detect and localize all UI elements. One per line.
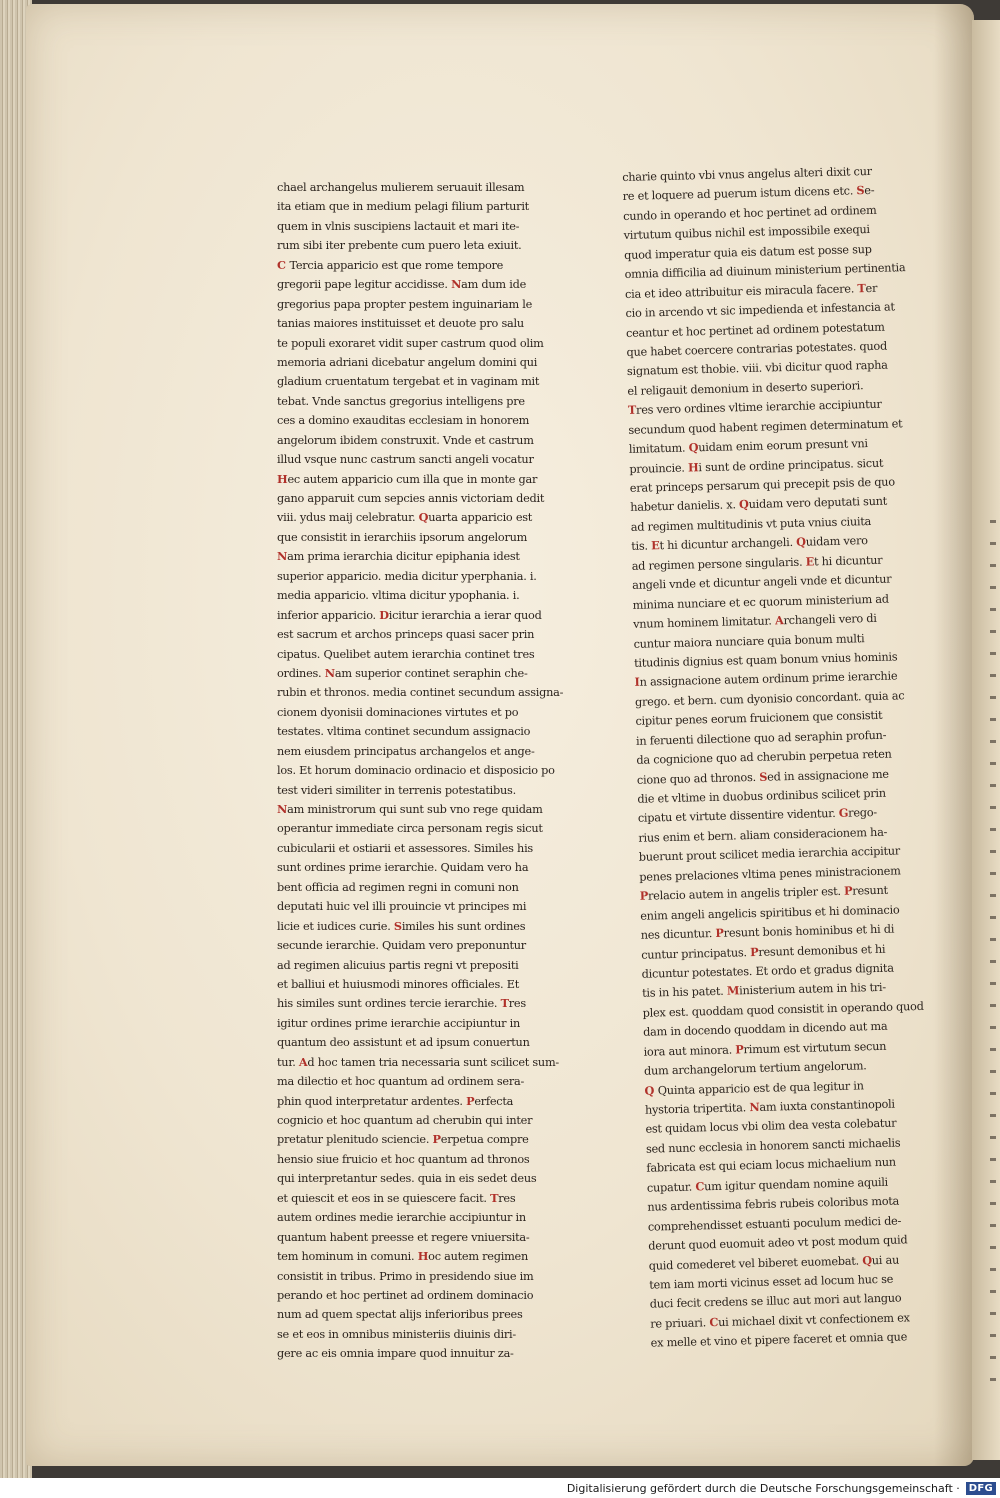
text-segment: deputati huic vel illi prouincie vt principes mi [277,900,527,914]
rubricated-initial: P [466,1093,475,1108]
text-segment: quantum deo assistunt et ad ipsum conuertun [277,1036,530,1050]
text-line [277,197,573,216]
text-segment: est sacrum et archos princeps quasi sacer prin [277,628,535,642]
text-segment: el religauit demonium in deserto superiori. [627,378,864,398]
text-line [277,1305,573,1324]
text-line [277,897,573,916]
text-segment: ad regimen alicuius partis regni vt prepositi [277,958,519,972]
text-segment: quem in vlnis suscipiens lactauit et mari ite- [277,219,520,233]
text-segment: est quidam locus vbi olim dea vesta colebatur [645,1117,897,1137]
text-segment: secunde ierarchie. Quidam vero preponuntur [277,939,526,953]
text-segment: gregorius papa propter pestem inguinariam le [277,297,533,311]
text-segment: tis. [631,539,652,554]
text-segment: qui interpretantur sedes. quia in eis sedet deus [277,1172,537,1186]
text-segment: autem ordines medie ierarchie accipiuntur in [277,1211,526,1225]
text-segment: derunt quod euomuit adeo vt post modum quid [648,1233,908,1253]
text-segment: ex melle et vino et pipere faceret et omnia que [650,1330,908,1350]
text-segment: ui michael dixit vt confectionem ex [717,1311,910,1329]
text-segment: virtutum quibus nichil est impossibile exequi [623,223,870,243]
text-segment: buerunt prout scilicet media ierarchia accipitur [638,844,901,865]
text-line [277,450,573,469]
text-segment: igitur ordines prime ierarchie accipiuntur in [277,1016,521,1030]
text-line [277,256,573,275]
funding-notice: Digitalisierung gefördert durch die Deutsche Forschungsgemeinschaft · [566,1481,960,1495]
text-segment: enim angeli angelicis spiritibus et hi dominacio [640,903,900,923]
text-line [277,1325,573,1344]
rubricated-initial: P [639,888,649,903]
text-segment: quod imperatur quia eis datum est posse sup [623,242,872,262]
text-segment: num ad quem spectat alijs inferioribus prees [277,1308,523,1322]
dfg-logo: DFG [966,1482,996,1495]
text-segment: et quiescit et eos in se quiescere facit. [277,1191,491,1205]
rubricated-initial: Q [796,534,806,550]
text-segment: res [498,1191,516,1205]
text-segment: sunt ordines prime ierarchie. Quidam vero ha [277,861,529,875]
rubricated-initial: T [857,280,866,295]
text-segment: secundum quod habent regimen determinatum et [628,416,903,437]
rubricated-initial: H [277,471,288,486]
text-segment: t hi dicuntur [813,553,883,569]
text-line [277,664,573,683]
text-segment: n assignacione autem ordinum prime ierarchie [639,669,898,690]
text-segment: cia et ideo attribuitur eis miracula facere. [624,281,858,301]
text-segment: titudinis dignius est quam bonum vnius hominis [633,650,898,670]
text-segment: habetur danielis. x. [630,498,740,515]
text-segment: perando et hoc pertinet ad ordinem dominacio [277,1288,534,1302]
text-segment: uidam vero deputati sunt [748,495,888,512]
text-line [277,353,573,372]
text-line [277,936,573,955]
text-segment: vnum hominem limitatur. [632,614,776,631]
text-segment: t hi dicuntur archangeli. [659,536,797,553]
text-segment: tur. [277,1055,299,1069]
text-segment: prouincie. [629,461,689,476]
text-segment: da cognicione quo ad cherubin perpetua reten [636,747,892,767]
rubricated-initial: A [298,1054,308,1069]
text-line [277,1286,573,1305]
text-segment: media apparicio. vltima dicitur ypophania. i. [277,589,520,603]
rubricated-initial: E [805,554,815,569]
text-line [277,1130,573,1149]
text-segment: minima nunciare et ec quorum ministerium ad [632,592,889,612]
text-line [277,645,573,664]
text-segment: e- [864,184,875,198]
text-segment: res vero ordines vltime ierarchie accipiuntur [635,397,882,417]
rubricated-initial: P [749,944,759,959]
text-line [277,547,573,566]
rubricated-initial: T [627,402,637,418]
text-line [277,1189,573,1208]
text-line [277,431,573,450]
text-segment: resunt demonibus et hi [758,942,886,959]
text-segment: cipatus. Quelibet autem ierarchia continet tres [277,647,535,661]
text-segment: ad regimen persone singularis. [631,555,806,573]
text-segment: res [508,997,526,1011]
text-line [277,1150,573,1169]
text-segment: superior apparicio. media dicitur yperphania. i. [277,569,537,583]
text-line [277,1014,573,1033]
text-segment: pretatur plenitudo sciencie. [277,1133,433,1147]
text-segment: am prima ierarchia dicitur epiphania idest [287,550,520,564]
text-segment: plex est. quoddam quod consistit in operando quod [642,999,924,1020]
text-segment: gregorii pape legitur accidisse. [277,278,452,292]
text-segment: nus ardentissima febris rubeis coloribus mota [647,1194,900,1214]
text-segment: tebat. Vnde sanctus gregorius intelligens pre [277,394,525,408]
text-segment: tis in his patet. [642,985,728,1001]
text-line [277,217,573,236]
text-segment: ma dilectio et hoc quantum ad ordinem sera- [277,1075,525,1089]
text-segment: uidam enim eorum presunt vni [698,437,868,455]
text-segment: los. Et horum dominacio ordinacio et disposicio po [277,764,555,778]
text-segment: nes dicuntur. [640,927,716,942]
text-segment: illud vsque nunc castrum sancti angeli vocatur [277,453,534,467]
text-segment: cupatur. [646,1180,696,1195]
text-segment: rego- [848,806,878,821]
text-segment: te populi exoraret vidit super castrum quod olim [277,336,544,350]
text-line [277,1344,573,1363]
text-segment: inferior apparicio. [277,608,380,622]
text-line [277,956,573,975]
text-segment: angeli vnde et dicuntur angeli vnde et dicuntur [632,572,892,593]
rubricated-initial: S [393,918,402,933]
text-line [277,1072,573,1091]
text-segment: tanias maiores instituisset et deuote pro salu [277,317,524,331]
rubricated-initial: H [417,1249,429,1264]
rubricated-initial: I [634,675,640,690]
text-line [277,1228,573,1247]
text-segment: uidam vero [805,534,868,549]
text-segment: nem eiusdem principatus archangelos et ange- [277,744,535,758]
text-segment: grego. et bern. cum dyonisio concordant. quia ac [634,689,905,709]
text-line [277,994,573,1013]
rubricated-initial: P [843,883,853,898]
text-segment: imiles his sunt ordines [401,919,526,933]
text-segment: d hoc tamen tria necessaria sunt scilicet sum- [307,1055,559,1069]
text-segment: cionem dyonisii dominaciones virtutes et po [277,705,519,719]
text-line [277,470,573,489]
text-segment: ita etiam que in medium pelagi filium parturit [277,200,529,214]
rubricated-initial: S [759,769,768,784]
rubricated-initial: G [838,806,849,821]
rubricated-initial: N [324,665,335,680]
text-line [277,858,573,877]
text-segment: comprehendisset estuanti poculum medici de- [647,1214,902,1234]
text-segment: licie et iudices curie. [277,919,394,933]
text-line [277,334,573,353]
footer-bar [0,1478,1000,1498]
text-segment: am dum ide [461,278,527,292]
text-segment: ec autem apparicio cum illa que in monte gar [287,472,538,486]
text-line [277,917,573,936]
rubricated-initial: C [277,257,290,272]
text-segment: duci fecit credens se illuc aut mori aut languo [649,1291,902,1312]
text-line [277,800,573,819]
text-line [277,372,573,391]
text-segment: erpetua compre [440,1133,529,1147]
text-segment: iora aut minora. [643,1043,736,1059]
text-segment: rum sibi iter prebente cum puero leta exiuit. [277,239,522,253]
text-line [277,819,573,838]
text-line [277,1169,573,1188]
rubricated-initial: T [500,996,509,1011]
text-line [277,683,573,702]
text-segment: omnia difficilia ad diuinum ministerium pertinentia [624,261,906,282]
text-segment: dicuntur potestates. Et ordo et gradus dignita [641,961,894,981]
text-segment: dum archangelorum tertium angelorum. [643,1059,867,1078]
text-segment: cipatu et virtute dissentire videntur. [637,807,839,826]
rubricated-initial: Q [644,1082,658,1098]
text-segment: fabricata est qui eciam locus michaelium nun [646,1155,897,1176]
text-segment: cio in arcendo vt sic impedienda et infestancia at [625,300,895,321]
rubricated-initial: A [774,613,784,628]
rubricated-initial: Q [738,497,749,512]
text-segment: penes prelaciones vltima penes ministracionem [639,864,901,884]
text-line [277,1267,573,1286]
text-segment: die et vltime in duobus ordinibus scilicet prin [637,786,886,806]
text-line [277,878,573,897]
text-segment: quantum habent preesse et regere vniuersita- [277,1230,530,1244]
text-segment: consistit in tribus. Primo in presidendo siue im [277,1269,534,1283]
text-segment: erfecta [474,1094,514,1108]
text-segment: in feruenti dilectione quo ad seraphin profun- [635,728,887,748]
rubricated-initial: C [709,1314,719,1330]
text-line [277,1208,573,1227]
text-segment: er [865,281,878,295]
text-segment: chael archangelus mulierem seruauit illesam [277,181,525,194]
text-segment: charie quinto vbi vnus angelus alteri dixit cur [622,164,873,184]
text-segment: sed nunc ecclesia in honorem sancti michaelis [645,1136,901,1156]
text-line [277,1053,573,1072]
text-segment: Tercia apparicio est que rome tempore [289,258,504,272]
text-segment: ceantur et hoc pertinet ad ordinem potestatum [625,320,885,340]
text-segment: bent officia ad regimen regni in comuni non [277,880,519,894]
text-segment: que consistit in ierarchiis ipsorum angelorum [277,530,528,544]
text-segment: erat princeps persarum qui precepit psis de quo [629,475,895,495]
text-line [277,295,573,314]
text-segment: se et eos in omnibus ministeriis diuinis diri- [277,1327,516,1341]
text-line [277,489,573,508]
text-segment: tem iam morti vicinus esset ad locum huc se [649,1272,894,1292]
text-line [277,1033,573,1052]
text-segment: um igitur quendam nomine aquili [703,1175,889,1194]
text-segment: cione quo ad thronos. [636,770,760,787]
text-segment: relacio autem in angelis tripler est. [647,884,845,903]
text-line [277,392,573,411]
rubricated-initial: Q [862,1252,872,1267]
text-line [277,314,573,333]
text-segment: memoria adriani dicebatur angelum domini qui [277,355,538,369]
rubricated-initial: Q [418,510,429,525]
text-line [277,411,573,430]
text-line [277,236,573,255]
text-line [277,703,573,722]
text-segment: test videri similiter in terrenis potestatibus. [277,783,516,797]
text-line [277,508,573,527]
text-line [277,178,573,197]
text-line [277,528,573,547]
text-segment: Quinta apparicio est de qua legitur in [657,1078,864,1097]
text-segment: operantur immediate circa personam regis sicut [277,822,543,836]
text-segment: am ministrorum qui sunt sub vno rege quidam [287,803,543,816]
text-segment: icitur ierarchia a ierar quod [388,608,542,622]
text-segment: gano apparuit cum sepcies annis victoriam dedit [277,492,545,505]
text-segment: cipitur penes eorum fruicionem que consistit [635,709,883,729]
text-segment: testates. vltima continet secundum assignacio [277,725,531,739]
text-line [277,839,573,858]
rubricated-initial: E [650,538,660,553]
rubricated-initial: D [379,607,389,622]
text-segment: phin quod interpretatur ardentes. [277,1094,467,1108]
text-segment: et balliui et huiusmodi minores officiales. Et [277,977,519,991]
text-segment: rchangeli vero di [783,611,877,628]
text-segment: cuntur maiora nunciare quia bonum multi [633,631,865,651]
text-segment: am iuxta constantinopoli [759,1097,895,1114]
rubricated-initial: T [490,1190,499,1205]
text-column-right [622,161,951,1354]
rubricated-initial: H [687,459,699,475]
text-line [277,275,573,294]
rubricated-initial: P [715,925,724,941]
text-segment: rubin et thronos. media continet secundum assigna- [277,686,564,700]
rubricated-initial: S [856,183,865,198]
rubricated-initial: N [749,1099,760,1115]
text-segment: cundo in operando et hoc pertinet ad ordinem [623,203,877,223]
text-segment: ui au [871,1253,900,1267]
text-line [277,781,573,800]
text-segment: cubicularii et ostiarii et assessores. Similes his [277,841,533,855]
rubricated-initial: C [695,1179,705,1194]
text-segment: rius enim et bern. aliam consideracionem ha- [638,825,888,845]
text-segment: cognicio et hoc quantum ad cherubin qui inter [277,1114,533,1127]
rubricated-initial: P [735,1041,744,1057]
facing-page-text-fragment [990,520,996,1400]
text-segment: oc autem regimen [428,1250,529,1264]
rubricated-initial: Q [688,440,699,455]
text-segment: angelorum ibidem construxit. Vnde et castrum [277,433,534,447]
rubricated-initial: P [432,1132,441,1147]
text-segment: limitatum. [628,441,689,457]
text-segment: ordines. [277,666,325,680]
text-line [277,975,573,994]
text-line [277,567,573,586]
text-segment: dam in docendo quoddam in dicendo aut ma [642,1020,888,1039]
text-segment: inisterium autem in his tri- [738,981,887,998]
text-segment: hensio siue fruicio et hoc quantum ad thronos [277,1152,530,1166]
text-segment: his similes sunt ordines tercie ierarchie. [277,997,501,1011]
text-line [277,1247,573,1266]
text-line [277,1092,573,1111]
text-segment: re et loquere ad puerum istum dicens etc. [622,184,857,204]
text-line [277,586,573,605]
text-line [277,761,573,780]
text-segment: uarta apparicio est [428,511,533,525]
rubricated-initial: N [451,277,462,292]
text-segment: hystoria tripertita. [644,1101,750,1117]
text-segment: ces a domino exauditas ecclesiam in honorem [277,414,530,428]
text-column-left [277,178,573,1364]
text-segment: quid comederet vel biberet euomebat. [648,1253,863,1273]
text-segment: cuntur principatus. [641,945,751,962]
text-segment: tem hominum in comuni. [277,1250,418,1264]
text-segment: viii. ydus maij celebratur. [277,511,419,525]
text-segment: resunt [852,883,888,898]
text-segment: am superior continet seraphin che- [334,666,528,680]
text-line [277,625,573,644]
text-segment: gladium cruentatum tergebat et in vaginam mit [277,375,540,389]
text-line [277,606,573,625]
text-segment: ad regimen multitudinis vt puta vnius ciuita [630,514,872,534]
text-segment: que habet coercere contrarias potestates. quod [626,339,888,359]
text-line [277,722,573,741]
rubricated-initial: N [277,802,288,816]
text-line [277,742,573,761]
text-segment: gere ac eis omnia impare quod innuitur za- [277,1347,514,1361]
rubricated-initial: M [726,983,740,999]
rubricated-initial: N [277,549,288,564]
text-segment: resunt bonis hominibus et hi di [723,922,895,940]
text-segment: rimum est virtutum secun [743,1039,887,1056]
text-segment: re priuari. [650,1316,710,1331]
text-segment: signatum est thobie. viii. vbi dicitur quod rapha [626,358,888,379]
text-segment: ed in assignacione me [767,767,889,784]
text-line [277,1111,573,1130]
text-segment: i sunt de ordine principatus. sicut [698,456,884,474]
